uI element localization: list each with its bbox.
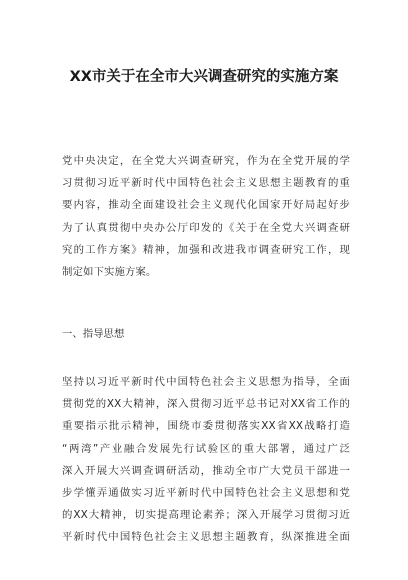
paragraph-line: 深入开展大兴调查调研活动，推动全市广大党员干部进一 <box>62 464 350 477</box>
paragraph-line: 习贯彻习近平新时代中国特色社会主义思想主题教育的重 <box>62 177 350 190</box>
paragraph-line: 坚持以习近平新时代中国特色社会主义思想为指导，全面 <box>62 376 350 388</box>
paragraph-line: 贯彻党的XX大精神，深入贯彻习近平总书记对XX省工作的 <box>62 398 350 411</box>
intro-paragraph <box>62 150 350 283</box>
paragraph-line: 究的工作方案》精神，加强和改进我市调查研究工作，现 <box>62 243 350 256</box>
paragraph-line: 制定如下实施方案。 <box>62 266 157 279</box>
paragraph-line: 要内容，推动全面建设社会主义现代化国家开好局起好步 <box>62 199 350 212</box>
paragraph-line: 党中央决定，在全党大兴调查研究，作为在全党开展的学 <box>62 155 350 167</box>
paragraph-line: 步学懂弄通做实习近平新时代中国特色社会主义思想和党 <box>62 487 350 500</box>
section-paragraph <box>62 371 350 549</box>
paragraph-line: 平新时代中国特色社会主义思想主题教育，纵深推进全面 <box>62 531 350 544</box>
paragraph-line: 的XX大精神，切实提高理论素养；深入开展学习贯彻习近 <box>62 509 350 522</box>
document-title: XX市关于在全市大兴调查研究的实施方案 <box>69 69 339 85</box>
section-heading: 一、指导思想 <box>62 328 125 340</box>
paragraph-line: 重要指示批示精神，围绕市委贯彻落实XX省XX战略打造 <box>62 420 350 433</box>
paragraph-line: “两湾”产业融合发展先行试验区的重大部署，通过广泛 <box>62 442 350 455</box>
paragraph-line: 为了认真贯彻中央办公厅印发的《关于在全党大兴调查研 <box>62 221 350 234</box>
